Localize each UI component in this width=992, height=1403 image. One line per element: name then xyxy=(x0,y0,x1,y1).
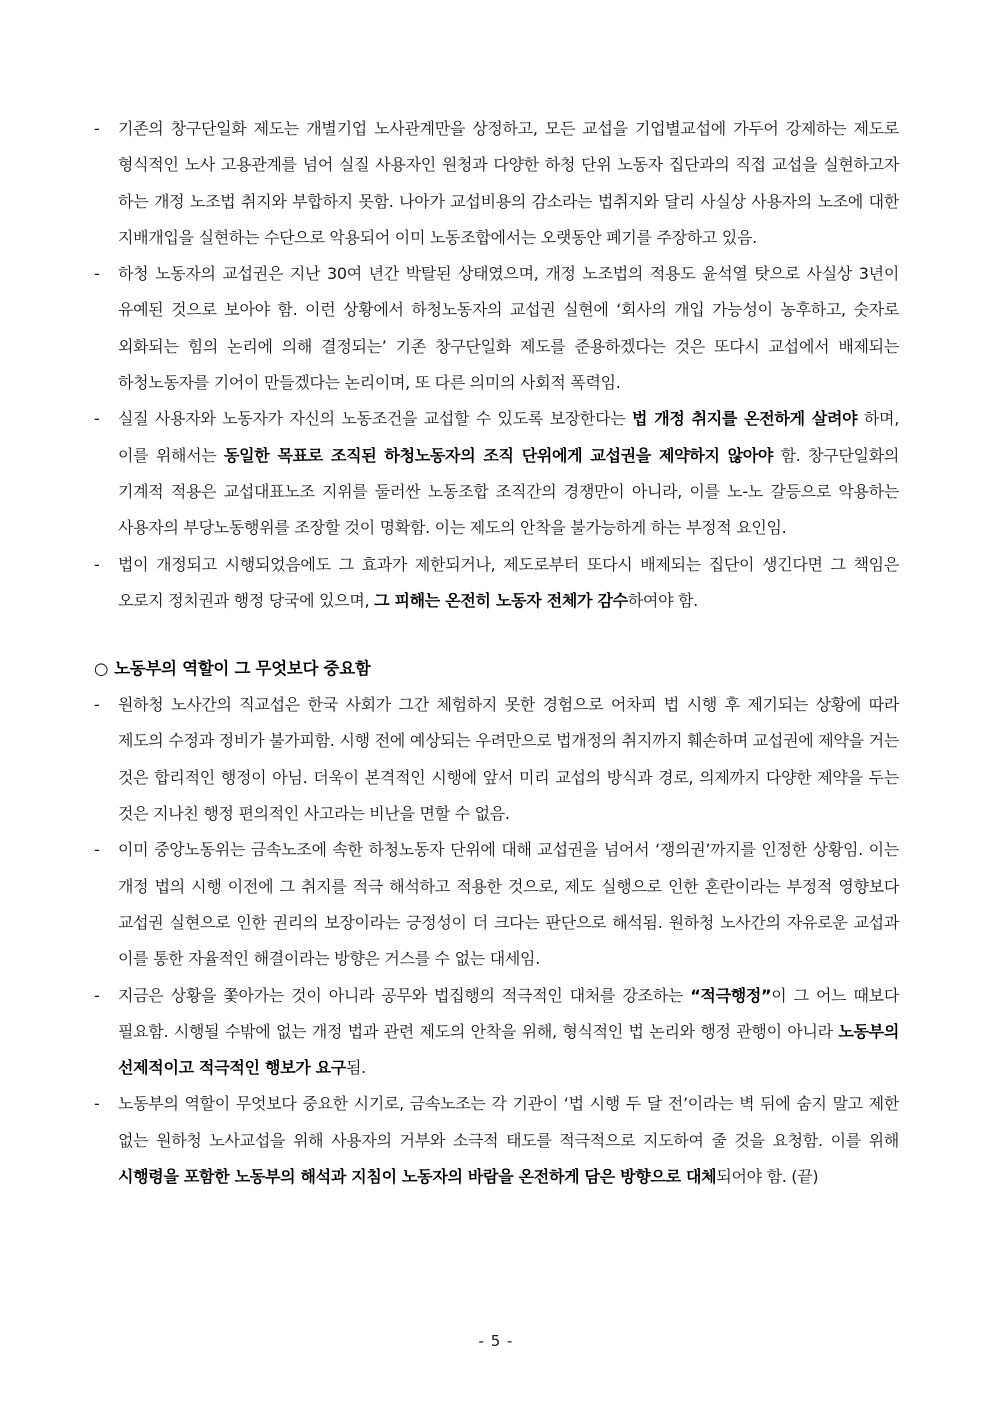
paragraph-text: 하청 노동자의 교섭권은 지난 30여 년간 박탈된 상태였으며, 개정 노조법의 적용도 윤석열 탓으로 사실상 3년이 유예된 것으로 보아야 함. 이런 상황에서 하청노동자의 교섭권 실현에 ‘회사의 개입 가능성이 농후하고, 숫자로 외화되는 힘의 논리에 의해 결정되는’ 기존 창구단일화 제도를 준용하겠다는 것은 또다시 교섭에서 배제되는 하청노동자를 기어이 만들겠다는 논리이며, 또 다른 의미의 사회적 폭력임. xyxy=(118,264,899,393)
bullet-item xyxy=(94,547,899,620)
dash-bullet: - xyxy=(94,1094,100,1114)
bullet-item xyxy=(94,687,899,832)
paragraph-text: 이 그 어느 때보다 필요함. 시행될 수밖에 없는 개정 법과 관련 제도의 안착을 위해, 형식적인 법 논리와 행정 관행이 아니라 xyxy=(118,985,899,1041)
dash-bullet: - xyxy=(94,985,100,1005)
paragraph-text: 됨. xyxy=(346,1058,366,1078)
paragraph-text: 기존의 창구단일화 제도는 개별기업 노사관계만을 상정하고, 모든 교섭을 기업별교섭에 가두어 강제하는 제도로 형식적인 노사 고용관계를 넘어 실질 사용자인 원청과 다양한 하청 단위 노동자 집단과의 직접 교섭을 실현하고자 하는 개정 노조법 취지와 부합하지 못함. 나아가 교섭비용의 감소라는 법취지와 달리 사실상 사용자의 노조에 대한 지배개입을 실현하는 수단으로 악용되어 이미 노동조합에서는 오랫동안 폐기를 주장하고 있음. xyxy=(118,119,899,247)
emphasized-text: 동일한 목표로 조직된 하청노동자의 조직 단위에게 교섭권을 제약하지 않아야 xyxy=(224,445,774,465)
dash-bullet: - xyxy=(94,695,100,715)
paragraph-text: 하여야 함. xyxy=(627,590,698,610)
emphasized-text: “적극행정” xyxy=(690,985,772,1005)
emphasized-text: 시행령을 포함한 노동부의 해석과 지침이 노동자의 바람을 온전하게 담은 방향으로 대체 xyxy=(118,1167,717,1187)
section-problems xyxy=(94,111,899,619)
paragraph-text: 되어야 함. (끝) xyxy=(716,1167,819,1187)
paragraph-text: 실질 사용자와 노동자가 자신의 노동조건을 교섭할 수 있도록 보장한다는 xyxy=(118,409,632,429)
emphasized-text: 노동부의 선제적이고 적극적인 행보가 요구 xyxy=(118,1021,899,1078)
paragraph-text: 법이 개정되고 시행되었음에도 그 효과가 제한되거나, 제도로부터 또다시 배제되는 집단이 생긴다면 그 책임은 오로지 정치권과 행정 당국에 있으며, xyxy=(118,554,899,610)
dash-bullet: - xyxy=(94,119,100,138)
bullet-item xyxy=(94,256,899,401)
bullet-item xyxy=(94,832,899,977)
paragraph-text: 지금은 상황을 쫓아가는 것이 아니라 공무와 법집행의 적극적인 대처를 강조하는 xyxy=(118,985,691,1005)
paragraph-text: 이미 중앙노동위는 금속노조에 속한 하청노동자 단위에 대해 교섭권을 넘어서 ‘쟁의권’까지를 인정한 상황임. 이는 개정 법의 시행 이전에 그 취지를 적극 해석하고 적용한 것으로, 제도 실행으로 인한 혼란이라는 부정적 영향보다 교섭권 실현으로 인한 권리의 보장이라는 긍정성이 더 크다는 판단으로 해석됨. 원하청 노사간의 자유로운 교섭과 이를 통한 자율적인 해결이라는 방향은 거스를 수 없는 대세임. xyxy=(118,840,899,969)
dash-bullet: - xyxy=(94,264,100,284)
circle-bullet-icon: ○ xyxy=(94,659,109,679)
paragraph-text: 원하청 노사간의 직교섭은 한국 사회가 그간 체험하지 못한 경험으로 어차피 법 시행 후 제기되는 상황에 따라 제도의 수정과 정비가 불가피함. 시행 전에 예상되는 우려만으로 법개정의 취지까지 훼손하며 교섭권에 제약을 거는 것은 합리적인 행정이 아님. 더욱이 본격적인 시행에 앞서 미리 교섭의 방식과 경로, 의제까지 다양한 제약을 두는 것은 지나친 행정 편의적인 사고라는 비난을 면할 수 없음. xyxy=(118,695,899,824)
bullet-item xyxy=(94,1086,899,1195)
page-content xyxy=(94,111,899,1195)
bullet-item xyxy=(94,978,899,1087)
paragraph-text: 함. 창구단일화의 기계적 적용은 교섭대표노조 지위를 둘러싼 노동조합 조직간의 경쟁만이 아니라, 이를 노-노 갈등으로 악용하는 사용자의 부당노동행위를 조장할 것이 명확함. 이는 제도의 안착을 불가능하게 하는 부정적 요인임. xyxy=(118,445,900,538)
emphasized-text: 그 피해는 온전히 노동자 전체가 감수 xyxy=(374,590,628,610)
dash-bullet: - xyxy=(94,554,100,574)
page-number: - 5 - xyxy=(478,1332,514,1350)
paragraph-text: 노동부의 역할이 무엇보다 중요한 시기로, 금속노조는 각 기관이 ‘법 시행 두 달 전’이라는 벽 뒤에 숨지 말고 제한 없는 원하청 노사교섭을 위해 사용자의 거부와 소극적 태도를 적극적으로 지도하여 줄 것을 요청함. 이를 위해 xyxy=(118,1094,899,1150)
section-heading-title: 노동부의 역할이 그 무엇보다 중요함 xyxy=(114,659,371,679)
bullet-item xyxy=(94,111,899,256)
bullet-item xyxy=(94,401,899,546)
emphasized-text: 법 개정 취지를 온전하게 살려야 xyxy=(631,409,858,429)
dash-bullet: - xyxy=(94,409,100,429)
section-heading xyxy=(94,651,899,687)
dash-bullet: - xyxy=(94,840,100,860)
paragraph-text: 하며, 이를 위해서는 xyxy=(118,409,899,465)
section-labor-ministry-role xyxy=(94,687,899,1195)
